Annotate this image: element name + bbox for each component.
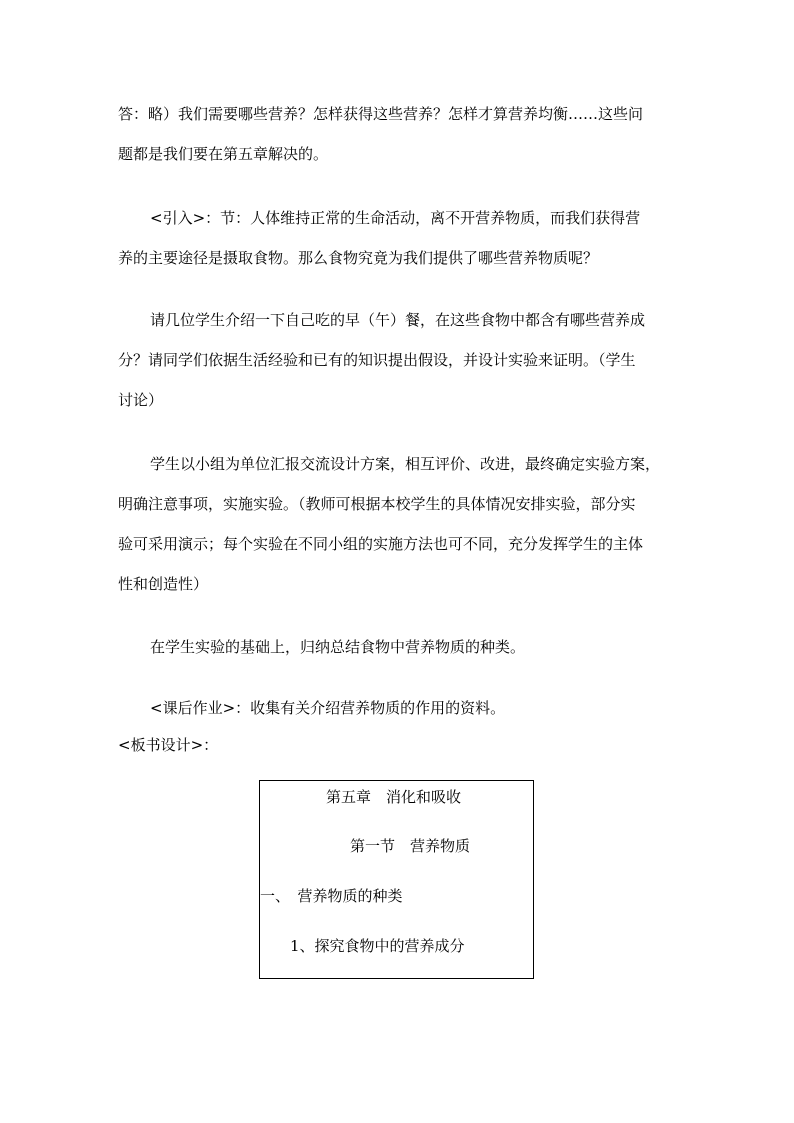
paragraph-line: 讨论） [118,391,164,409]
paragraph-line: <引入>：节：人体维持正常的生命活动，离不开营养物质，而我们获得营 [150,209,641,227]
paragraph-homework [118,688,678,728]
paragraph-line: 性和创造性） [118,575,209,593]
paragraph-group-report [118,444,678,604]
board-chapter-title: 第五章 消化和吸收 [326,788,462,806]
board-section-title: 第一节 营养物质 [350,837,471,855]
paragraph-line: 明确注意事项，实施实验。（教师可根据本校学生的具体情况安排实验，部分实 [118,495,636,513]
paragraph-line: 答：略）我们需要哪些营养？怎样获得这些营养？怎样才算营养均衡……这些问 [118,105,644,123]
paragraph-line: 学生以小组为单位汇报交流设计方案，相互评价、改进，最终确定实验方案， [150,455,661,473]
paragraph-line: 养的主要途径是摄取食物。那么食物究竟为我们提供了哪些营养物质呢？ [118,249,599,267]
paragraph-answer [118,94,678,174]
paragraph-line: 分？请同学们依据生活经验和已有的知识提出假设，并设计实验来证明。（学生 [118,351,636,369]
board-design-box [259,780,534,979]
board-sub-item: 1、探究食物中的营养成分 [290,937,465,955]
board-item-one: 一、 营养物质的种类 [260,887,403,905]
paragraph-line: <课后作业>：收集有关介绍营养物质的作用的资料。 [150,699,506,717]
paragraph-line: 在学生实验的基础上，归纳总结食物中营养物质的种类。 [150,638,526,656]
paragraph-line: 请几位学生介绍一下自己吃的早（午）餐，在这些食物中都含有哪些营养成 [150,311,646,329]
paragraph-student-breakfast [118,300,678,420]
paragraph-summary [118,627,678,667]
board-design-label: <板书设计>： [118,736,219,754]
paragraph-line: 题都是我们要在第五章解决的。 [118,145,329,163]
paragraph-introduction [118,198,678,278]
paragraph-line: 验可采用演示；每个实验在不同小组的实施方法也可不同，充分发挥学生的主体 [118,535,644,553]
